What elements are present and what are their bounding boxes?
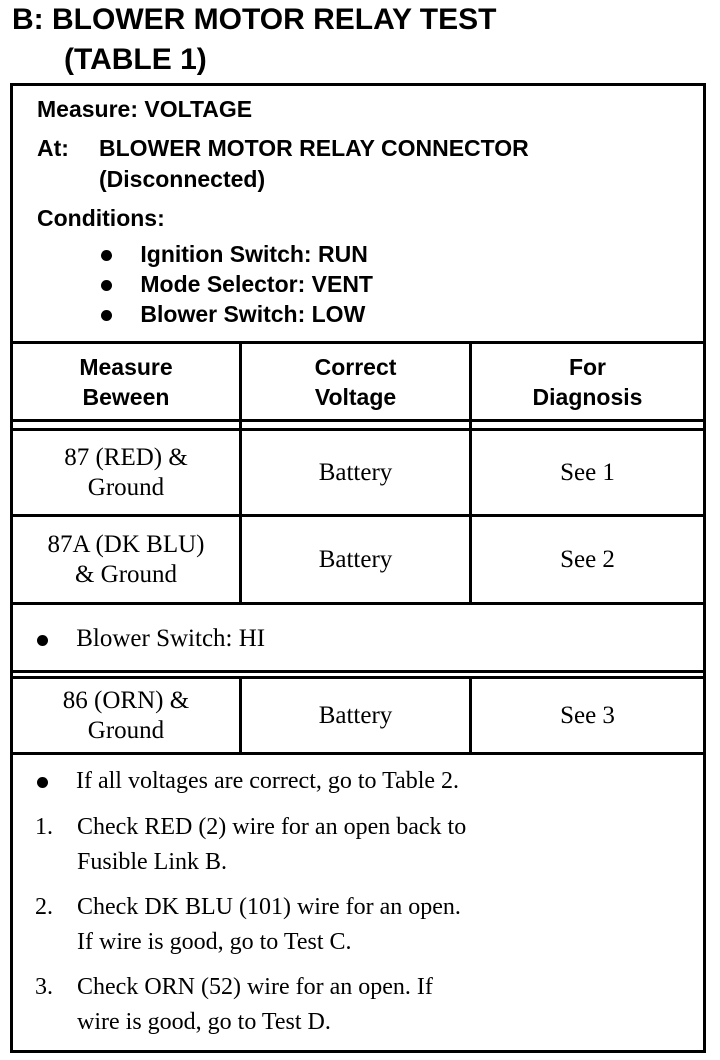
table-row-diagnosis: See 3	[560, 701, 615, 729]
note-number: 2.	[35, 894, 53, 920]
at-value-line-1: BLOWER MOTOR RELAY CONNECTOR	[99, 135, 529, 161]
table-row-diagnosis: See 2	[560, 545, 615, 573]
bullet-icon	[101, 250, 112, 261]
conditions-label: Conditions:	[37, 205, 165, 231]
measure-line	[37, 94, 252, 124]
title-line-1: B: BLOWER MOTOR RELAY TEST	[12, 3, 497, 36]
at-value-line-2: (Disconnected)	[99, 166, 266, 192]
table-row-voltage: Battery	[318, 545, 393, 573]
header-voltage: Correct Voltage	[314, 353, 397, 410]
note-number: 3.	[35, 974, 53, 1000]
table-row-diagnosis: See 1	[560, 458, 615, 486]
header-diagnosis: For Diagnosis	[532, 353, 643, 410]
note-line: wire is good, go to Test D.	[77, 1009, 331, 1035]
table-row-measure: 87 (RED) & Ground	[64, 443, 188, 501]
condition-item: Blower Switch: LOW	[101, 299, 365, 329]
note-line: Fusible Link B.	[77, 849, 228, 875]
measure-value: VOLTAGE	[144, 96, 253, 122]
note-number: 1.	[35, 814, 53, 840]
header-measure: Measure Beween	[79, 353, 173, 410]
bullet-icon	[101, 280, 112, 291]
condition-item: Mode Selector: VENT	[101, 269, 373, 299]
title-line-2: (TABLE 1)	[64, 43, 207, 76]
note-bullet: If all voltages are correct, go to Table 2.	[37, 764, 459, 799]
condition-item: Ignition Switch: RUN	[101, 239, 368, 269]
table-row-measure: 86 (ORN) & Ground	[62, 686, 190, 744]
table-row-measure: 87A (DK BLU) & Ground	[47, 530, 205, 588]
bullet-icon	[37, 635, 48, 646]
at-label: At:	[37, 135, 69, 161]
bullet-icon	[37, 777, 48, 788]
note-line: Check ORN (52) wire for an open. If	[77, 974, 433, 1000]
note-line: Check RED (2) wire for an open back to	[77, 814, 467, 840]
divider	[13, 419, 703, 422]
bullet-icon	[101, 310, 112, 321]
note-line: If wire is good, go to Test C.	[77, 929, 352, 955]
divider	[13, 670, 703, 673]
test-table-frame	[10, 83, 706, 1053]
divider	[13, 602, 703, 605]
note-line: Check DK BLU (101) wire for an open.	[77, 894, 461, 920]
condition-note: Blower Switch: HI	[37, 624, 265, 654]
table-row-voltage: Battery	[318, 458, 393, 486]
divider	[13, 752, 703, 755]
measure-label: Measure:	[37, 96, 138, 122]
table-row-voltage: Battery	[318, 701, 393, 729]
